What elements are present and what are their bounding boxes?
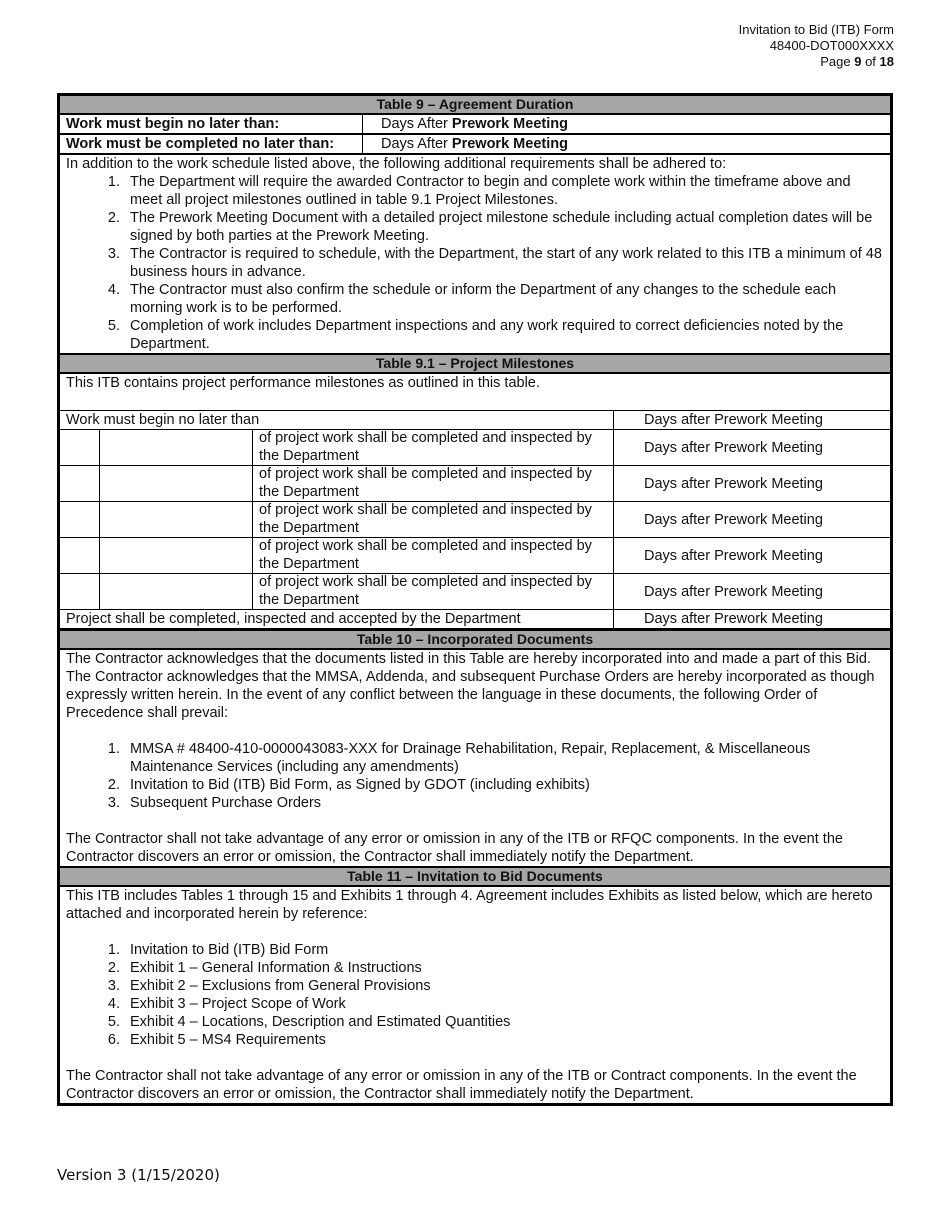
final-row-label: Project shall be completed, inspected and accepted by the Department: [60, 610, 614, 629]
list-item: 1. The Department will require the awarded Contractor to begin and complete work within the timeframe above and meet all project milestones outlined in table 9.1 Project Milestones.: [124, 173, 884, 209]
milestone-cell: of project work shall be completed and inspected by the Department: [253, 430, 614, 466]
table-row: [60, 610, 890, 629]
table-11-para2: The Contractor shall not take advantage of any error or omission in any of the ITB or Contract components. In the event the Contractor discovers an error or omission, the Contractor shall immediately notify the Department.: [66, 1068, 857, 1102]
table-9-1-section: [60, 353, 890, 629]
form-number: 48400-DOT000XXXX: [769, 38, 894, 53]
begin-value: Days After Prework Meeting: [381, 116, 568, 132]
days-cell: Days after Prework Meeting: [614, 411, 891, 430]
days-cell: Days after Prework Meeting: [614, 610, 891, 629]
list-item: 1. Invitation to Bid (ITB) Bid Form: [124, 941, 884, 959]
table-9-1-intro: This ITB contains project performance milestones as outlined in this table.: [66, 375, 540, 391]
table-11-documents-list: [66, 941, 884, 1049]
table-row: [60, 430, 890, 466]
document-tables: [57, 93, 893, 1106]
page-header: [739, 22, 894, 70]
table-11-para1: This ITB includes Tables 1 through 15 and Exhibits 1 through 4. Agreement includes Exhibits as listed below, which are hereto attached and incorporated herein by reference:: [66, 888, 873, 922]
table-10-para2: The Contractor shall not take advantage of any error or omission in any of the ITB or RFQC components. In the event the Contractor discovers an error or omission, the Contractor shall immediately notify the Department.: [66, 831, 843, 865]
begin-label: Work must begin no later than:: [60, 115, 363, 134]
days-cell: Days after Prework Meeting: [614, 430, 891, 466]
list-item: 5. Completion of work includes Department inspections and any work required to correct deficiencies noted by the Department.: [124, 317, 884, 353]
table-11-title: Table 11 – Invitation to Bid Documents: [60, 868, 890, 887]
list-item: 2. The Prework Meeting Document with a detailed project milestone schedule including actual completion dates will be signed by both parties at the Prework Meeting.: [124, 209, 884, 245]
table-11-section: [60, 866, 890, 1103]
table-9-body: [60, 153, 890, 353]
days-cell: Days after Prework Meeting: [614, 466, 891, 502]
table-9-section: [60, 96, 890, 353]
agreement-duration-table: [60, 115, 890, 153]
days-cell: Days after Prework Meeting: [614, 502, 891, 538]
list-item: 3. The Contractor is required to schedule, with the Department, the start of any work related to this ITB a minimum of 48 business hours in advance.: [124, 245, 884, 281]
milestones-table: [60, 410, 890, 629]
begin-row-label: Work must begin no later than: [60, 411, 614, 430]
list-item: 1. MMSA # 48400-410-0000043083-XXX for Drainage Rehabilitation, Repair, Replacement, & Miscellaneous Maintenance Services (including any amendments): [124, 740, 884, 776]
list-item: 4. The Contractor must also confirm the schedule or inform the Department of any changes to the schedule each morning work is to be performed.: [124, 281, 884, 317]
table-row: [60, 538, 890, 574]
milestone-cell: of project work shall be completed and inspected by the Department: [253, 466, 614, 502]
list-item: 4. Exhibit 3 – Project Scope of Work: [124, 995, 884, 1013]
list-item: 5. Exhibit 4 – Locations, Description and Estimated Quantities: [124, 1013, 884, 1031]
table-9-requirements: [66, 173, 884, 353]
list-item: 2. Exhibit 1 – General Information & Instructions: [124, 959, 884, 977]
table-10-section: [60, 629, 890, 866]
days-cell: Days after Prework Meeting: [614, 574, 891, 610]
table-row: [60, 134, 890, 153]
complete-value: Days After Prework Meeting: [363, 134, 891, 153]
table-row: [60, 115, 890, 134]
list-item: 3. Subsequent Purchase Orders: [124, 794, 884, 812]
milestone-cell: of project work shall be completed and inspected by the Department: [253, 538, 614, 574]
list-item: 3. Exhibit 2 – Exclusions from General Provisions: [124, 977, 884, 995]
table-10-title: Table 10 – Incorporated Documents: [60, 631, 890, 650]
table-row: [60, 466, 890, 502]
table-row: [60, 502, 890, 538]
table-9-title: Table 9 – Agreement Duration: [60, 96, 890, 115]
table-10-para1: The Contractor acknowledges that the documents listed in this Table are hereby incorporated into and made a part of this Bid. The Contractor acknowledges that the MMSA, Addenda, and subsequent Purchase Orders are hereby incorporated as though expressly written herein. In the event of any conflict between the language in these documents, the following Order of Precedence shall prevail:: [66, 651, 875, 721]
list-item: 6. Exhibit 5 – MS4 Requirements: [124, 1031, 884, 1049]
table-11-body: [60, 887, 890, 1103]
milestone-cell: of project work shall be completed and inspected by the Department: [253, 574, 614, 610]
table-9-intro: In addition to the work schedule listed above, the following additional requirements shall be adhered to:: [66, 156, 727, 172]
version-footer: Version 3 (1/15/2020): [57, 1166, 220, 1184]
table-9-1-title: Table 9.1 – Project Milestones: [60, 355, 890, 374]
page-number: Page 9 of 18: [820, 54, 894, 69]
days-cell: Days after Prework Meeting: [614, 538, 891, 574]
table-row: [60, 574, 890, 610]
milestone-cell: of project work shall be completed and inspected by the Department: [253, 502, 614, 538]
table-row: [60, 411, 890, 430]
complete-label: Work must be completed no later than:: [60, 134, 363, 153]
list-item: 2. Invitation to Bid (ITB) Bid Form, as Signed by GDOT (including exhibits): [124, 776, 884, 794]
table-10-body: [60, 650, 890, 866]
table-10-precedence-list: [66, 740, 884, 812]
form-title: Invitation to Bid (ITB) Form: [738, 22, 894, 37]
